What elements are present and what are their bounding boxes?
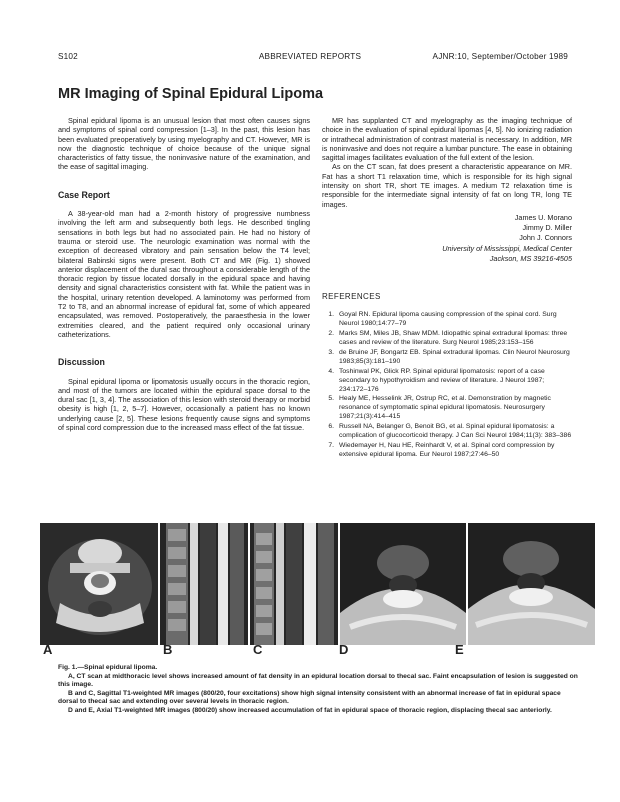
references-heading: REFERENCES (322, 291, 381, 301)
panel-label-a: A (43, 642, 53, 657)
caption-de: D and E, Axial T1-weighted MR images (800/20) show increased accumulation of fat in epidural space of thoracic region, displacing thecal sac anteriorly. (68, 706, 552, 714)
author-name: Jimmy D. Miller (522, 223, 572, 233)
figure-caption (58, 664, 580, 716)
case-report-heading: Case Report (58, 189, 110, 200)
panel-label-e: E (455, 642, 464, 657)
reference-item: 7. Wiedemayer H, Nau HE, Reinhardt V, et al. Spinal cord compression by extensive epidural lipoma. Eur Neurol 1987;27:46–50 (328, 441, 555, 458)
left-column (58, 116, 310, 432)
author-block (322, 213, 572, 264)
discussion-paragraph-1: Spinal epidural lipoma or lipomatosis usually occurs in the thoracic region, and most of the tumors are located within the epidural space dorsal to the dural sac [1, 3, 4]. The association of this lesion with steroid therapy or morbid obesity is high [1, 2, 5–7]. However, occasionally a patient has no known underlying cause [2, 5]. These lesions frequently cause signs and symptoms of spinal cord compression due to the increased mass effect of the fat tissue. (58, 376, 310, 433)
caption-a: A, CT scan at midthoracic level shows increased amount of fat density in an epidural location dorsal to thecal sac. Faint encapsulation of lesion is suggested on this image. (58, 672, 578, 689)
reference-item: 6. Russell NA, Belanger G, Benoit BG, et al. Spinal epidural lipomatosis: a complication of glucocorticoid therapy. J Can Sci Neurol 1984;11(3): 383–386 (328, 423, 572, 440)
intro-paragraph: Spinal epidural lipoma is an unusual lesion that most often causes signs and symptoms of spinal cord compression [1–3]. In the past, this lesion has been evaluated preoperatively by using myelography and CT. However, MR is now the diagnostic technique of choice because of the unique signal characteristics of fatty tissue, the noninvasive nature of the examination, and the ease of sagittal imaging. (58, 116, 310, 172)
reference-item: 4. Toshinwal PK, Glick RP. Spinal epidural lipomatosis: report of a case secondary to hypothyroidism and review of literature. J Neurol 1987; 234:172–176 (328, 367, 545, 393)
reference-item: 2. Marks SM, Miles JB, Shaw MDM. Idiopathic spinal extradural lipomas: three cases and review of the literature. Surg Neurol 1985;23:153–156 (328, 330, 568, 346)
author-name: John J. Connors (519, 233, 572, 243)
reference-item: 3. de Bruine JF, Bongartz EB. Spinal extradural lipomas. Clin Neurol Neurosurg 1983;85(3):181–190 (328, 348, 570, 365)
reference-item: 5. Healy ME, Hesselink JR, Ostrup RC, et al. Demonstration by magnetic resonance of symptomatic spinal epidural lipomatosis. Neurosurgery 1987;21(3):414–415 (328, 395, 551, 421)
reference-item: 1. Goyal RN. Epidural lipoma causing compression of the spinal cord. Surg Neurol 1980;14:77–79 (328, 311, 557, 328)
sagittal-mr-image-b (160, 523, 248, 645)
caption-title: Fig. 1.—Spinal epidural lipoma. (58, 664, 158, 671)
ct-axial-image (40, 523, 158, 645)
journal-citation: AJNR:10, September/October 1989 (432, 52, 568, 61)
discussion-paragraph-3: As on the CT scan, fat does present a characteristic appearance on MR. Fat has a short T1 relaxation time, which is responsible for its high signal intensity on short TR, short TE images. A medium T2 relaxation time is responsible for the intermediate signal intensity of fat on long TR, long TE images. (322, 162, 572, 209)
author-location: Jackson, MS 39216-4505 (489, 253, 572, 263)
axial-mr-image-e (468, 523, 595, 645)
discussion-heading: Discussion (58, 357, 105, 368)
right-column (322, 116, 572, 461)
section-title: ABBREVIATED REPORTS (258, 52, 362, 61)
discussion-paragraph-2: MR has supplanted CT and myelography as the imaging technique of choice in the evaluation of spinal epidural lipomas [4, 5]. No ionizing radiation or intrathecal administration of contrast material is necessary. In addition, MR is noninvasive and does not require a lumbar puncture. The ease in obtaining sagittal images facilitates evaluation of the full extent of the lesion. (322, 116, 572, 163)
author-name: James U. Morano (514, 212, 572, 222)
panel-label-c: C (253, 642, 263, 657)
panel-label-b: B (163, 642, 173, 657)
caption-bc: B and C, Sagittal T1-weighted MR images (800/20, four excitations) show high signal intensity consistent with an abnormal increase of fat in epidural space dorsal to thecal sac and extending over several levels in thoracic region. (58, 689, 561, 706)
panel-label-d: D (339, 642, 349, 657)
reference-list (322, 311, 572, 460)
sagittal-mr-image-c (250, 523, 338, 645)
article-title: MR Imaging of Spinal Epidural Lipoma (58, 86, 324, 102)
figure-strip (40, 523, 595, 645)
page-number: S102 (58, 52, 78, 61)
author-affiliation: University of Mississippi, Medical Center (442, 243, 572, 253)
axial-mr-image-d (340, 523, 466, 645)
case-report-paragraph: A 38-year-old man had a 2-month history of progressive numbness involving the left arm and subsequently both legs. He described tingling sensations in both legs but had no associated pain. He had no history of trauma or steroid use. The neurologic examination was normal with the exception of decreased vibratory and pain sensation below the T4 level; bilateral Babinski signs were present. Both CT and MR (Fig. 1) showed anterior displacement of the dural sac throughout a considerable length of the thoracic region by tissue located dorsally in the epidural space and having density and signal characteristics consistent with fat. While the patient was in the hospital, urinary retention developed. A laminotomy was performed from T2 to T8, and an abnormal increase of epidural fat, some of which appeared encapsulated, was removed. Postoperatively, the paraesthesia in the lower extremities cleared, and the patient required only occasional urinary catheterizations. (58, 209, 310, 339)
